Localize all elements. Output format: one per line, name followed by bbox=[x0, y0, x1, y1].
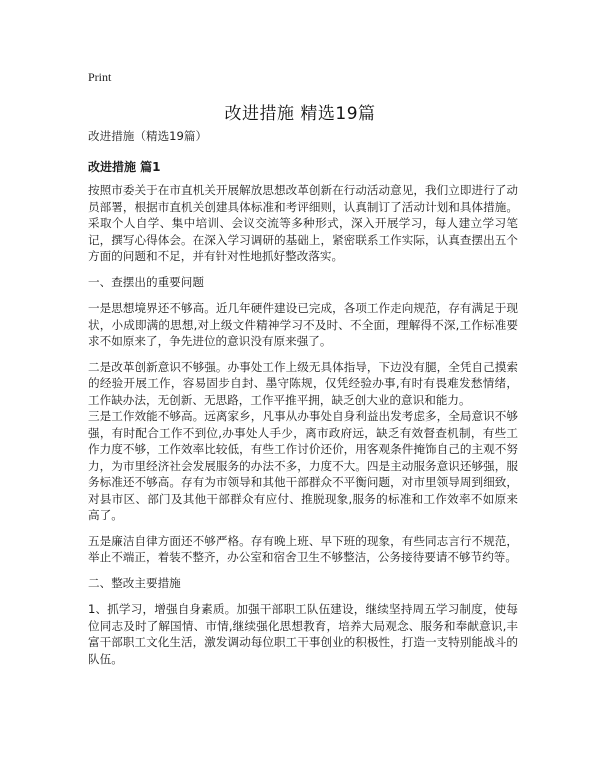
paragraph-problem-3-4: 三是工作效能不够高。远离家乡，凡事从办事处自身利益出发考虑多，全局意识不够强，有时配合工作不到位,办事处人手少，离市政府远，缺乏有效督查机制，有些工作力度不够，工作效率比较低，有些工作讨价还价，用客观条件掩饰自己的主观不努力，为市里经济社会发展服务的办法不多，力度不大。四是主动服务意识还够强，服务标准还不够高。存有为市领导和其他干部群众不平衡问题，对市里领导周到细致，对县市区、部门及其他干部群众有应付、推脱现象,服务的标准和工作效率不如原来高了。 bbox=[88, 409, 518, 522]
section-title-measures: 二、整改主要措施 bbox=[88, 575, 181, 590]
paragraph-intro: 按照市委关于在市直机关开展解放思想改革创新在行动活动意见，我们立即进行了动员部署，根据市直机关创建具体标准和考评细则，认真制订了活动计划和具体措施。采取个人自学、集中培训、会议交流等多种形式，深入开展学习，每人建立学习笔记，撰写心得体会。在深入学习调研的基础上，紧密联系工作实际，认真查摆出五个方面的问题和不足，并有针对性地抓好整改落实。 bbox=[88, 183, 518, 263]
paragraph-problem-1: 一是思想境界还不够高。近几年硬件建设已完成，各项工作走向规范，存有满足于现状，小成即满的思想,对上级文件精神学习不及时、不全面，理解得不深,工作标准要求不如原来了，争先进位的意识没有原来强了。 bbox=[88, 301, 518, 348]
paragraph-problem-2: 二是改革创新意识不够强。办事处工作上级无具体指导，下边没有腿，全凭自己摸索的经验开展工作，容易固步自封、墨守陈规，仅凭经验办事,有时有畏难发愁情绪，工作缺办法，无创新、无思路，工作平推平拥，缺乏创大业的意识和能力。 bbox=[88, 359, 518, 407]
article-heading: 改进措施 篇1 bbox=[88, 159, 161, 174]
paragraph-measure-1: 1、抓学习，增强自身素质。加强干部职工队伍建设，继续坚持周五学习制度，使每位同志及时了解国情、市情,继续强化思想教育，培养大局观念、服务和奉献意识,丰富干部职工文化生活，激发调动每位职工干事创业的积极性，打造一支特别能战斗的队伍。 bbox=[88, 602, 518, 666]
document-body bbox=[88, 128, 518, 676]
paragraph-problem-5: 五是廉洁自律方面还不够严格。存有晚上班、早下班的现象，有些同志言行不规范，举止不端正，着装不整齐，办公室和宿舍卫生不够整洁，公务接待要请不够节约等。 bbox=[88, 533, 518, 564]
page-title: 改进措施 精选19篇 bbox=[224, 104, 376, 124]
section-title-problems: 一、查摆出的重要问题 bbox=[88, 274, 204, 289]
print-link[interactable]: Print bbox=[88, 70, 112, 84]
document-subtitle: 改进措施（精选19篇） bbox=[88, 129, 208, 143]
